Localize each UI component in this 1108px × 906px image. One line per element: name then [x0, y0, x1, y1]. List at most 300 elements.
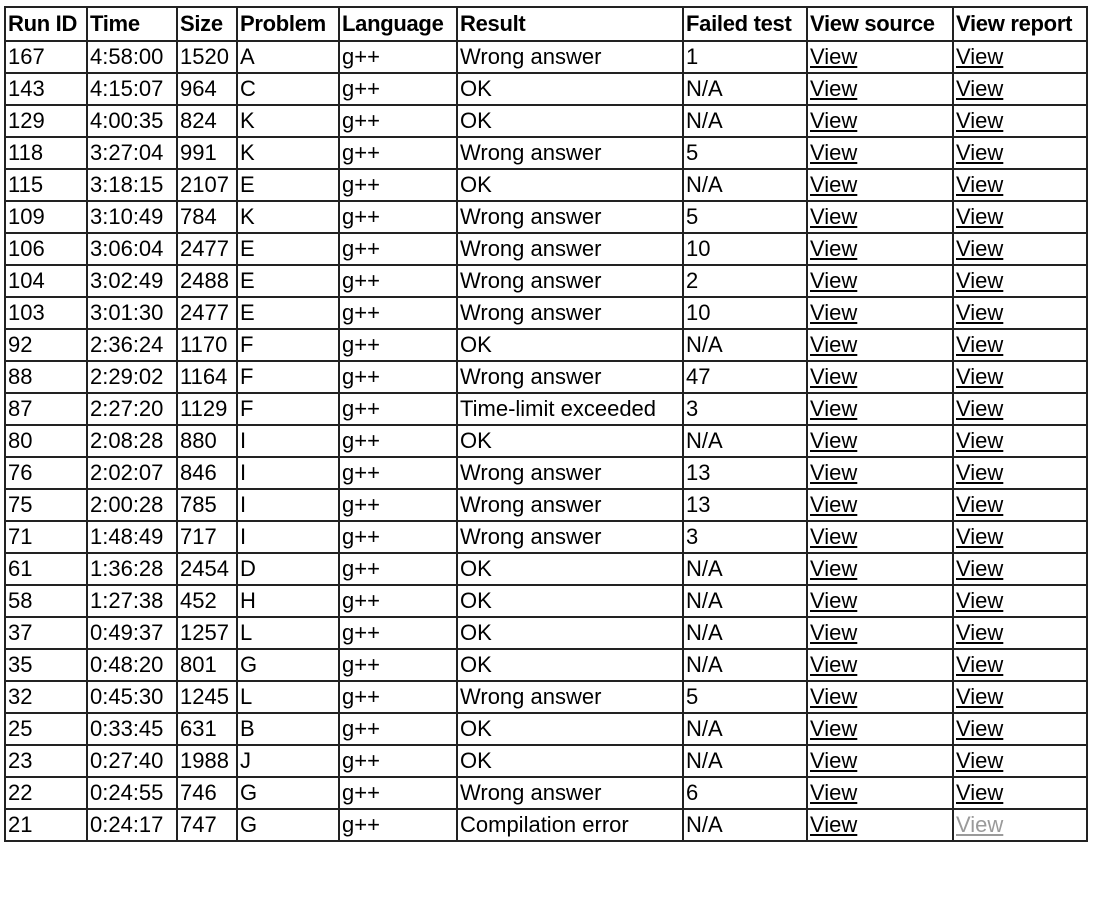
cell-view-report — [954, 458, 1088, 490]
cell-language: g++ — [340, 170, 458, 202]
view-report-link[interactable]: View — [956, 76, 1004, 101]
cell-time: 4:00:35 — [88, 106, 178, 138]
cell-run-id: 143 — [6, 74, 88, 106]
cell-language: g++ — [340, 554, 458, 586]
cell-run-id: 87 — [6, 394, 88, 426]
cell-language: g++ — [340, 810, 458, 842]
cell-language: g++ — [340, 490, 458, 522]
cell-problem: I — [238, 426, 340, 458]
cell-failed-test: N/A — [684, 650, 808, 682]
view-source-link[interactable]: View — [810, 364, 858, 389]
cell-time: 3:27:04 — [88, 138, 178, 170]
cell-failed-test: N/A — [684, 106, 808, 138]
cell-time: 0:45:30 — [88, 682, 178, 714]
table-row — [6, 170, 1088, 202]
table-row — [6, 74, 1088, 106]
cell-result: Time-limit exceeded — [458, 394, 684, 426]
cell-view-source — [808, 426, 954, 458]
view-report-link[interactable]: View — [956, 492, 1004, 517]
table-row — [6, 810, 1088, 842]
view-source-link[interactable]: View — [810, 460, 858, 485]
view-report-link[interactable]: View — [956, 300, 1004, 325]
table-row — [6, 202, 1088, 234]
table-row — [6, 554, 1088, 586]
cell-problem: B — [238, 714, 340, 746]
cell-run-id: 37 — [6, 618, 88, 650]
cell-size: 747 — [178, 810, 238, 842]
view-report-link[interactable]: View — [956, 364, 1004, 389]
view-report-link-disabled: View — [956, 812, 1004, 837]
cell-failed-test: N/A — [684, 170, 808, 202]
cell-run-id: 22 — [6, 778, 88, 810]
cell-run-id: 58 — [6, 586, 88, 618]
cell-result: Wrong answer — [458, 362, 684, 394]
cell-language: g++ — [340, 394, 458, 426]
cell-failed-test: 2 — [684, 266, 808, 298]
view-source-link[interactable]: View — [810, 812, 858, 837]
cell-result: OK — [458, 586, 684, 618]
table-row — [6, 778, 1088, 810]
cell-run-id: 71 — [6, 522, 88, 554]
cell-run-id: 103 — [6, 298, 88, 330]
cell-size: 880 — [178, 426, 238, 458]
cell-run-id: 75 — [6, 490, 88, 522]
table-row — [6, 330, 1088, 362]
table-row — [6, 746, 1088, 778]
view-report-link[interactable]: View — [956, 332, 1004, 357]
view-report-link[interactable]: View — [956, 588, 1004, 613]
view-report-link[interactable]: View — [956, 684, 1004, 709]
cell-problem: F — [238, 330, 340, 362]
view-source-link[interactable]: View — [810, 428, 858, 453]
cell-view-report — [954, 138, 1088, 170]
cell-view-report — [954, 74, 1088, 106]
table-row — [6, 42, 1088, 74]
header-view-source: View source — [808, 8, 954, 42]
cell-time: 1:48:49 — [88, 522, 178, 554]
cell-failed-test: N/A — [684, 554, 808, 586]
cell-run-id: 23 — [6, 746, 88, 778]
cell-run-id: 80 — [6, 426, 88, 458]
view-report-link[interactable]: View — [956, 748, 1004, 773]
table-row — [6, 234, 1088, 266]
cell-problem: G — [238, 650, 340, 682]
header-language: Language — [340, 8, 458, 42]
cell-language: g++ — [340, 458, 458, 490]
table-row — [6, 458, 1088, 490]
cell-problem: E — [238, 234, 340, 266]
cell-view-source — [808, 106, 954, 138]
cell-language: g++ — [340, 618, 458, 650]
header-failed-test: Failed test — [684, 8, 808, 42]
cell-time: 2:08:28 — [88, 426, 178, 458]
view-source-link[interactable]: View — [810, 140, 858, 165]
view-report-link[interactable]: View — [956, 236, 1004, 261]
cell-result: Wrong answer — [458, 682, 684, 714]
cell-view-source — [808, 810, 954, 842]
cell-result: Wrong answer — [458, 138, 684, 170]
cell-time: 4:15:07 — [88, 74, 178, 106]
cell-view-source — [808, 618, 954, 650]
cell-time: 2:27:20 — [88, 394, 178, 426]
cell-language: g++ — [340, 426, 458, 458]
table-header-row — [6, 8, 1088, 42]
cell-language: g++ — [340, 42, 458, 74]
cell-view-source — [808, 298, 954, 330]
cell-view-report — [954, 298, 1088, 330]
view-source-link[interactable]: View — [810, 620, 858, 645]
cell-result: OK — [458, 618, 684, 650]
cell-language: g++ — [340, 106, 458, 138]
cell-size: 2107 — [178, 170, 238, 202]
cell-run-id: 32 — [6, 682, 88, 714]
cell-language: g++ — [340, 778, 458, 810]
submissions-table — [4, 6, 1088, 842]
view-report-link[interactable]: View — [956, 140, 1004, 165]
cell-view-source — [808, 330, 954, 362]
cell-view-report — [954, 426, 1088, 458]
cell-view-report — [954, 778, 1088, 810]
view-source-link[interactable]: View — [810, 684, 858, 709]
cell-view-report — [954, 650, 1088, 682]
cell-failed-test: N/A — [684, 74, 808, 106]
view-source-link[interactable]: View — [810, 492, 858, 517]
cell-view-report — [954, 330, 1088, 362]
header-problem: Problem — [238, 8, 340, 42]
table-row — [6, 426, 1088, 458]
cell-language: g++ — [340, 234, 458, 266]
cell-run-id: 118 — [6, 138, 88, 170]
cell-size: 1164 — [178, 362, 238, 394]
cell-run-id: 106 — [6, 234, 88, 266]
view-source-link[interactable]: View — [810, 172, 858, 197]
view-report-link[interactable]: View — [956, 44, 1004, 69]
cell-failed-test: 13 — [684, 490, 808, 522]
cell-problem: I — [238, 490, 340, 522]
cell-size: 2477 — [178, 298, 238, 330]
cell-view-source — [808, 42, 954, 74]
header-time: Time — [88, 8, 178, 42]
table-row — [6, 682, 1088, 714]
cell-view-source — [808, 682, 954, 714]
view-report-link[interactable]: View — [956, 556, 1004, 581]
cell-run-id: 76 — [6, 458, 88, 490]
cell-result: Wrong answer — [458, 202, 684, 234]
cell-run-id: 167 — [6, 42, 88, 74]
cell-time: 1:27:38 — [88, 586, 178, 618]
cell-failed-test: 1 — [684, 42, 808, 74]
cell-problem: C — [238, 74, 340, 106]
view-report-link[interactable]: View — [956, 428, 1004, 453]
table-row — [6, 106, 1088, 138]
cell-failed-test: 10 — [684, 298, 808, 330]
header-run-id: Run ID — [6, 8, 88, 42]
cell-failed-test: N/A — [684, 810, 808, 842]
cell-view-report — [954, 170, 1088, 202]
table-row — [6, 618, 1088, 650]
view-source-link[interactable]: View — [810, 44, 858, 69]
view-source-link[interactable]: View — [810, 300, 858, 325]
cell-view-source — [808, 74, 954, 106]
cell-failed-test: 5 — [684, 682, 808, 714]
cell-result: Wrong answer — [458, 490, 684, 522]
view-source-link[interactable]: View — [810, 76, 858, 101]
cell-problem: G — [238, 810, 340, 842]
view-report-link[interactable]: View — [956, 460, 1004, 485]
table-row — [6, 266, 1088, 298]
cell-failed-test: 6 — [684, 778, 808, 810]
cell-time: 4:58:00 — [88, 42, 178, 74]
cell-language: g++ — [340, 522, 458, 554]
cell-failed-test: 5 — [684, 202, 808, 234]
view-source-link[interactable]: View — [810, 524, 858, 549]
cell-size: 801 — [178, 650, 238, 682]
cell-view-report — [954, 682, 1088, 714]
cell-failed-test: N/A — [684, 586, 808, 618]
cell-language: g++ — [340, 138, 458, 170]
cell-result: OK — [458, 170, 684, 202]
cell-result: OK — [458, 74, 684, 106]
view-source-link[interactable]: View — [810, 556, 858, 581]
cell-size: 824 — [178, 106, 238, 138]
view-report-link[interactable]: View — [956, 620, 1004, 645]
view-source-link[interactable]: View — [810, 716, 858, 741]
cell-run-id: 21 — [6, 810, 88, 842]
cell-time: 3:06:04 — [88, 234, 178, 266]
cell-problem: E — [238, 170, 340, 202]
header-result: Result — [458, 8, 684, 42]
cell-view-report — [954, 362, 1088, 394]
cell-problem: I — [238, 522, 340, 554]
table-row — [6, 298, 1088, 330]
cell-language: g++ — [340, 202, 458, 234]
cell-language: g++ — [340, 266, 458, 298]
cell-view-source — [808, 650, 954, 682]
cell-problem: K — [238, 138, 340, 170]
cell-size: 2488 — [178, 266, 238, 298]
cell-size: 631 — [178, 714, 238, 746]
view-report-link[interactable]: View — [956, 396, 1004, 421]
cell-view-source — [808, 586, 954, 618]
cell-time: 0:24:55 — [88, 778, 178, 810]
cell-problem: J — [238, 746, 340, 778]
table-row — [6, 362, 1088, 394]
cell-size: 2477 — [178, 234, 238, 266]
cell-result: OK — [458, 106, 684, 138]
cell-failed-test: 13 — [684, 458, 808, 490]
view-source-link[interactable]: View — [810, 268, 858, 293]
table-row — [6, 586, 1088, 618]
cell-size: 785 — [178, 490, 238, 522]
cell-run-id: 109 — [6, 202, 88, 234]
cell-failed-test: 5 — [684, 138, 808, 170]
cell-time: 3:01:30 — [88, 298, 178, 330]
cell-result: OK — [458, 426, 684, 458]
table-body — [6, 42, 1088, 842]
cell-view-source — [808, 170, 954, 202]
cell-size: 964 — [178, 74, 238, 106]
cell-problem: E — [238, 266, 340, 298]
cell-problem: A — [238, 42, 340, 74]
cell-view-source — [808, 554, 954, 586]
cell-view-report — [954, 810, 1088, 842]
cell-problem: L — [238, 682, 340, 714]
cell-result: Wrong answer — [458, 298, 684, 330]
cell-run-id: 25 — [6, 714, 88, 746]
cell-language: g++ — [340, 682, 458, 714]
cell-view-source — [808, 362, 954, 394]
view-source-link[interactable]: View — [810, 588, 858, 613]
cell-size: 1520 — [178, 42, 238, 74]
cell-language: g++ — [340, 650, 458, 682]
cell-view-source — [808, 394, 954, 426]
cell-size: 991 — [178, 138, 238, 170]
cell-view-report — [954, 586, 1088, 618]
view-source-link[interactable]: View — [810, 204, 858, 229]
cell-view-source — [808, 138, 954, 170]
cell-language: g++ — [340, 330, 458, 362]
view-report-link[interactable]: View — [956, 780, 1004, 805]
cell-result: Wrong answer — [458, 522, 684, 554]
cell-view-report — [954, 618, 1088, 650]
cell-view-source — [808, 202, 954, 234]
view-report-link[interactable]: View — [956, 716, 1004, 741]
view-source-link[interactable]: View — [810, 748, 858, 773]
cell-view-report — [954, 746, 1088, 778]
cell-view-source — [808, 490, 954, 522]
cell-view-report — [954, 554, 1088, 586]
cell-size: 1988 — [178, 746, 238, 778]
cell-result: OK — [458, 650, 684, 682]
cell-time: 0:27:40 — [88, 746, 178, 778]
cell-language: g++ — [340, 74, 458, 106]
cell-time: 0:24:17 — [88, 810, 178, 842]
cell-size: 784 — [178, 202, 238, 234]
cell-time: 2:36:24 — [88, 330, 178, 362]
cell-problem: I — [238, 458, 340, 490]
cell-view-source — [808, 714, 954, 746]
table-row — [6, 714, 1088, 746]
cell-run-id: 35 — [6, 650, 88, 682]
cell-run-id: 104 — [6, 266, 88, 298]
cell-language: g++ — [340, 586, 458, 618]
cell-problem: G — [238, 778, 340, 810]
view-report-link[interactable]: View — [956, 268, 1004, 293]
view-source-link[interactable]: View — [810, 396, 858, 421]
cell-size: 1170 — [178, 330, 238, 362]
cell-size: 1245 — [178, 682, 238, 714]
view-report-link[interactable]: View — [956, 108, 1004, 133]
cell-size: 452 — [178, 586, 238, 618]
table-row — [6, 394, 1088, 426]
cell-result: Wrong answer — [458, 458, 684, 490]
cell-view-source — [808, 746, 954, 778]
cell-time: 2:02:07 — [88, 458, 178, 490]
cell-result: Compilation error — [458, 810, 684, 842]
cell-time: 1:36:28 — [88, 554, 178, 586]
cell-failed-test: N/A — [684, 714, 808, 746]
cell-run-id: 92 — [6, 330, 88, 362]
header-size: Size — [178, 8, 238, 42]
cell-failed-test: N/A — [684, 426, 808, 458]
view-report-link[interactable]: View — [956, 524, 1004, 549]
cell-failed-test: N/A — [684, 618, 808, 650]
cell-result: Wrong answer — [458, 266, 684, 298]
cell-size: 1129 — [178, 394, 238, 426]
view-source-link[interactable]: View — [810, 652, 858, 677]
cell-view-source — [808, 458, 954, 490]
cell-time: 2:29:02 — [88, 362, 178, 394]
header-view-report: View report — [954, 8, 1088, 42]
view-source-link[interactable]: View — [810, 332, 858, 357]
cell-problem: K — [238, 202, 340, 234]
cell-view-report — [954, 106, 1088, 138]
cell-view-source — [808, 234, 954, 266]
view-report-link[interactable]: View — [956, 652, 1004, 677]
cell-size: 846 — [178, 458, 238, 490]
cell-failed-test: 10 — [684, 234, 808, 266]
cell-time: 3:02:49 — [88, 266, 178, 298]
cell-result: OK — [458, 746, 684, 778]
cell-problem: L — [238, 618, 340, 650]
cell-result: OK — [458, 330, 684, 362]
cell-result: OK — [458, 554, 684, 586]
cell-problem: E — [238, 298, 340, 330]
cell-run-id: 88 — [6, 362, 88, 394]
view-report-link[interactable]: View — [956, 204, 1004, 229]
cell-language: g++ — [340, 714, 458, 746]
cell-run-id: 61 — [6, 554, 88, 586]
cell-time: 3:18:15 — [88, 170, 178, 202]
cell-failed-test: 3 — [684, 522, 808, 554]
cell-view-source — [808, 266, 954, 298]
cell-view-report — [954, 234, 1088, 266]
cell-time: 3:10:49 — [88, 202, 178, 234]
cell-time: 0:48:20 — [88, 650, 178, 682]
cell-view-report — [954, 522, 1088, 554]
cell-view-source — [808, 522, 954, 554]
cell-problem: H — [238, 586, 340, 618]
view-source-link[interactable]: View — [810, 236, 858, 261]
cell-view-report — [954, 490, 1088, 522]
cell-run-id: 129 — [6, 106, 88, 138]
cell-language: g++ — [340, 298, 458, 330]
cell-result: OK — [458, 714, 684, 746]
cell-failed-test: N/A — [684, 330, 808, 362]
cell-result: Wrong answer — [458, 778, 684, 810]
cell-problem: K — [238, 106, 340, 138]
cell-view-report — [954, 714, 1088, 746]
cell-language: g++ — [340, 746, 458, 778]
cell-problem: D — [238, 554, 340, 586]
cell-time: 0:49:37 — [88, 618, 178, 650]
cell-view-source — [808, 778, 954, 810]
view-source-link[interactable]: View — [810, 780, 858, 805]
cell-result: Wrong answer — [458, 234, 684, 266]
table-row — [6, 490, 1088, 522]
cell-view-report — [954, 42, 1088, 74]
table-row — [6, 650, 1088, 682]
view-source-link[interactable]: View — [810, 108, 858, 133]
cell-size: 746 — [178, 778, 238, 810]
cell-view-report — [954, 266, 1088, 298]
cell-size: 717 — [178, 522, 238, 554]
cell-problem: F — [238, 394, 340, 426]
view-report-link[interactable]: View — [956, 172, 1004, 197]
cell-view-report — [954, 202, 1088, 234]
table-row — [6, 522, 1088, 554]
cell-failed-test: N/A — [684, 746, 808, 778]
